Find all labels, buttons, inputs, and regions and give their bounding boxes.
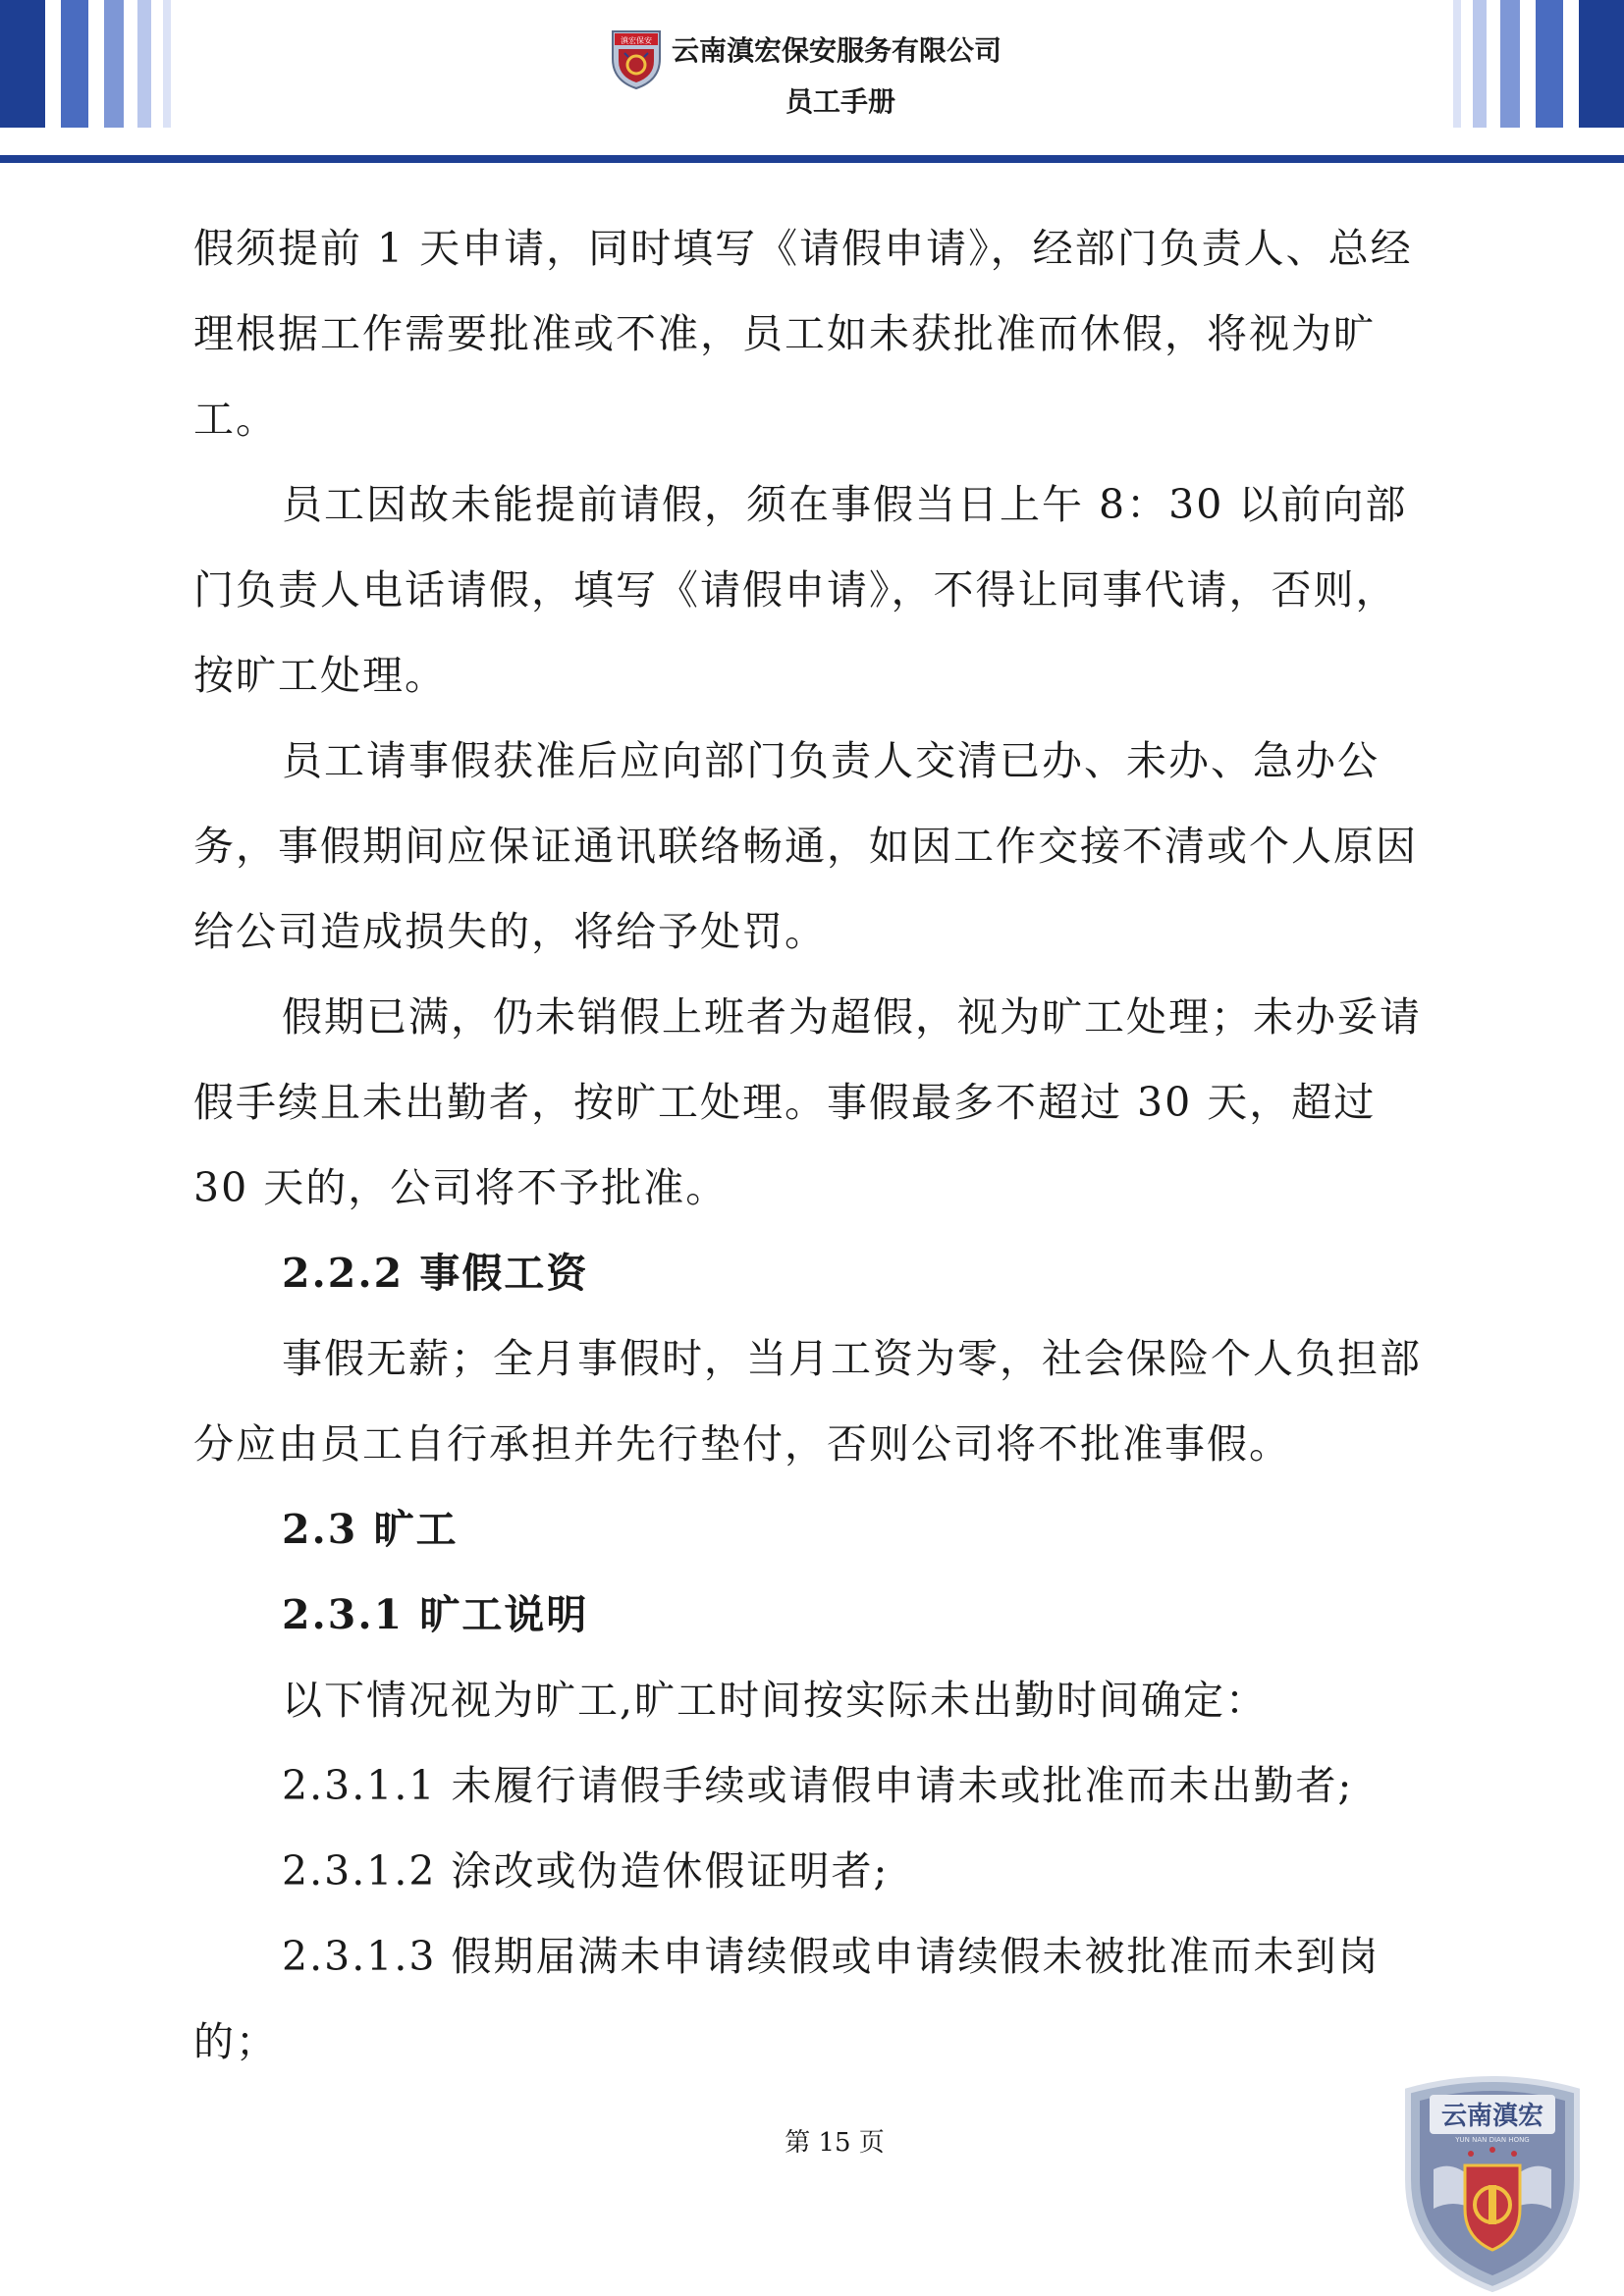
paragraph: 假期已满，仍未销假上班者为超假，视为旷工处理；未办妥请假手续且未出勤者，按旷工处理。事假最多不超过 30 天，超过 30 天的，公司将不予批准。: [193, 993, 1422, 1211]
page-number: 第 15 页: [785, 2128, 885, 2158]
badge-subtext: YUN NAN DIAN HONG: [1455, 2136, 1530, 2144]
paragraph: 员工因故未能提前请假，须在事假当日上午 8：30 以前向部门负责人电话请假，填写《请假申请》，不得让同事代请，否则，按旷工处理。: [193, 481, 1408, 699]
header-stripe: [137, 0, 151, 128]
document-title: 员工手册: [785, 85, 896, 118]
list-item: 2.3.1.1 未履行请假手续或请假申请未或批准而未出勤者;: [282, 1762, 1354, 1809]
header-stripe: [104, 0, 124, 128]
list-item: 2.3.1.3 假期届满未申请续假或申请续假未被批准而未到岗的；: [193, 1933, 1380, 2065]
header-divider: [0, 155, 1624, 163]
section-heading: 2.2.2 事假工资: [282, 1250, 589, 1297]
paragraph: 以下情况视为旷工,旷工时间按实际未出勤时间确定：: [282, 1677, 1269, 1724]
page-header: [599, 22, 1031, 130]
paragraph: 员工请事假获准后应向部门负责人交清已办、未办、急办公务，事假期间应保证通讯联络畅通，如因工作交接不清或个人原因给公司造成损失的，将给予处罚。: [193, 737, 1418, 955]
header-stripe: [0, 0, 45, 128]
section-heading: 2.3.1 旷工说明: [282, 1591, 589, 1638]
header-stripe: [163, 0, 171, 128]
badge-text: 云南滇宏: [1440, 2102, 1544, 2131]
header-stripe: [1500, 0, 1520, 128]
header-stripe: [1579, 0, 1624, 128]
company-logo-icon: [609, 26, 664, 90]
header-stripe: [61, 0, 88, 128]
document-body: [193, 206, 1431, 2085]
header-stripe: [1453, 0, 1461, 128]
company-name: 云南滇宏保安服务有限公司: [672, 34, 1002, 67]
header-stripe: [1473, 0, 1487, 128]
company-badge-icon: [1394, 2071, 1591, 2292]
header-stripe: [1536, 0, 1563, 128]
paragraph: 事假无薪；全月事假时，当月工资为零，社会保险个人负担部分应由员工自行承担并先行垫付，否则公司将不批准事假。: [193, 1335, 1422, 1468]
header-logo-text: 滇宏保安: [621, 36, 652, 45]
paragraph: 假须提前 1 天申请，同时填写《请假申请》，经部门负责人、总经理根据工作需要批准或不准，员工如未获批准而休假，将视为旷工。: [193, 225, 1413, 443]
list-item: 2.3.1.2 涂改或伪造休假证明者;: [282, 1847, 890, 1895]
section-heading: 2.3 旷工: [282, 1506, 459, 1553]
